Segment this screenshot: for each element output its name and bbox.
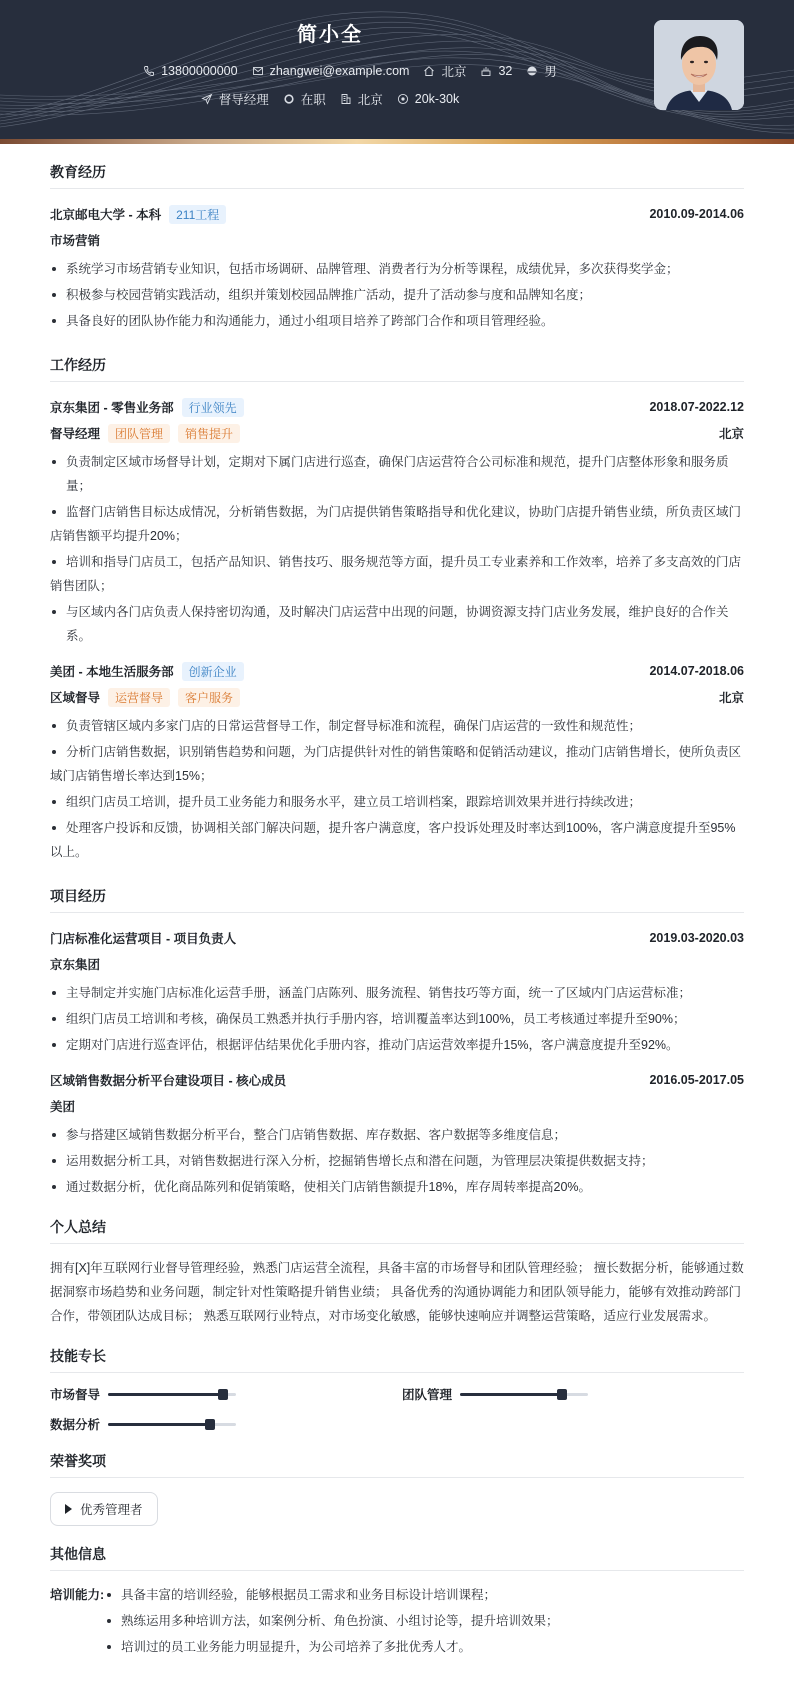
company-tag: 行业领先 [182, 398, 244, 417]
skill-level-knob [218, 1389, 228, 1400]
bullet-item: 具备丰富的培训经验，能够根据员工需求和业务目标设计培训课程； [105, 1583, 559, 1607]
mail-icon [252, 65, 264, 77]
company-tag: 创新企业 [182, 662, 244, 681]
other-info-section [50, 1544, 744, 1661]
resume-header [0, 0, 794, 139]
bullet-item: 积极参与校园营销实践活动，组织并策划校园品牌推广活动，提升了活动参与度和品牌知名度； [50, 283, 744, 307]
other-info-item [50, 1583, 744, 1661]
city-info [423, 62, 466, 80]
gender-text: 男 [544, 65, 557, 79]
project-period: 2019.03-2020.03 [649, 931, 744, 945]
skill-level-fill [108, 1423, 210, 1426]
candidate-name: 简小全 [297, 24, 363, 46]
project-name: 区域销售数据分析平台建设项目 - 核心成员 [50, 1074, 287, 1088]
skill-item [50, 1385, 402, 1403]
company-name: 京东集团 - 零售业务部 [50, 401, 174, 415]
major: 市场营销 [50, 234, 101, 248]
work-entry [50, 658, 744, 864]
skill-level-knob [205, 1419, 215, 1430]
target-position-info [201, 90, 269, 108]
role-tag: 销售提升 [178, 424, 240, 443]
summary-section [50, 1217, 744, 1328]
education-entry [50, 201, 744, 333]
job-status-info [283, 90, 326, 108]
age-text: 32 [498, 64, 513, 78]
profile-photo [654, 20, 744, 110]
email-info [252, 64, 410, 78]
skill-item [402, 1385, 754, 1403]
education-section [50, 162, 744, 333]
work-period: 2014.07-2018.06 [649, 664, 744, 678]
bullet-item: 主导制定并实施门店标准化运营手册，涵盖门店陈列、服务流程、销售技巧等方面，统一了区域内门店运营标准； [50, 981, 744, 1005]
email-address: zhangwei@example.com [269, 64, 410, 78]
bullet-item: 运用数据分析工具，对销售数据进行深入分析，挖掘销售增长点和潜在问题，为管理层决策提供数据支持； [50, 1149, 744, 1173]
resume-body [0, 162, 794, 1681]
home-icon [423, 65, 435, 77]
section-title: 工作经历 [50, 355, 744, 382]
bullet-item: 通过数据分析，优化商品陈列和促销策略，使相关门店销售额提升18%，库存周转率提高20%。 [50, 1175, 744, 1199]
work-entry [50, 394, 744, 648]
bullet-item: 处理客户投诉和反馈，协调相关部门解决问题，提升客户满意度，客户投诉处理及时率达到100%，客户满意度提升至95%以上。 [50, 816, 744, 864]
target-city-text: 北京 [357, 93, 383, 107]
skill-level-fill [108, 1393, 223, 1396]
work-section [50, 355, 744, 864]
salary-text: 20k-30k [414, 92, 460, 106]
salary-icon [397, 93, 409, 105]
bullet-item: 监督门店销售目标达成情况，分析销售数据，为门店提供销售策略指导和优化建议，协助门店提升销售业绩，所负责区域门店销售额平均提升20%； [50, 500, 744, 548]
skill-level-bar [460, 1393, 588, 1396]
status-icon [283, 93, 295, 105]
triangle-right-icon [65, 1504, 72, 1514]
target-position-text: 督导经理 [218, 93, 269, 107]
phone-info [143, 64, 237, 78]
gender-icon [526, 65, 538, 77]
work-period: 2018.07-2022.12 [649, 400, 744, 414]
salary-info [397, 92, 459, 106]
section-title: 荣誉奖项 [50, 1451, 744, 1478]
project-org: 美团 [50, 1100, 76, 1114]
section-title: 技能专长 [50, 1346, 744, 1373]
section-title: 项目经历 [50, 886, 744, 913]
age-info [480, 64, 512, 78]
role-tag: 客户服务 [178, 688, 240, 707]
section-title: 其他信息 [50, 1544, 744, 1571]
school-name: 北京邮电大学 - 本科 [50, 208, 162, 222]
skill-level-bar [108, 1423, 236, 1426]
bullet-item: 定期对门店进行巡查评估，根据评估结果优化手册内容，推动门店运营效率提升15%，客户满意度提升至92%。 [50, 1033, 744, 1057]
gender-info [526, 62, 557, 80]
skill-name: 团队管理 [402, 1388, 453, 1402]
bullet-item: 具备良好的团队协作能力和沟通能力，通过小组项目培养了跨部门合作和项目管理经验。 [50, 309, 744, 333]
building-icon [340, 93, 352, 105]
bullet-item: 熟练运用多种培训方法，如案例分析、角色扮演、小组讨论等，提升培训效果； [105, 1609, 559, 1633]
work-location: 北京 [718, 691, 744, 705]
contact-info-row [0, 62, 660, 80]
job-status-text: 在职 [300, 93, 326, 107]
bullet-item: 组织门店员工培训，提升员工业务能力和服务水平，建立员工培训档案，跟踪培训效果并进行持续改进； [50, 790, 744, 814]
projects-section [50, 886, 744, 1199]
company-name: 美团 - 本地生活服务部 [50, 665, 174, 679]
phone-number: 13800000000 [161, 64, 238, 78]
education-period: 2010.09-2014.06 [649, 207, 744, 221]
send-icon [201, 93, 213, 105]
skill-item [50, 1415, 402, 1433]
summary-text: 拥有[X]年互联网行业督导管理经验，熟悉门店运营全流程，具备丰富的市场督导和团队管理经验； 擅长数据分析，能够通过数据洞察市场趋势和业务问题，制定针对性策略提升销售业绩； 具备优秀的沟通协调能力和团队领导能力，能够有效推动跨部门合作，带领团队达成目标； 熟悉互联网行业特点，对市场变化敏感，能够快速响应并调整运营策略，适应行业发展需求。 [50, 1261, 744, 1323]
bullet-item: 分析门店销售数据，识别销售趋势和问题，为门店提供针对性的销售策略和促销活动建议，推动门店销售增长，使所负责区域门店销售增长率达到15%； [50, 740, 744, 788]
bullet-item: 负责制定区域市场督导计划，定期对下属门店进行巡查，确保门店运营符合公司标准和规范，提升门店整体形象和服务质量； [50, 450, 744, 498]
skill-name: 市场督导 [50, 1388, 101, 1402]
project-entry [50, 1067, 744, 1199]
bullet-item: 培训过的员工业务能力明显提升，为公司培养了多批优秀人才。 [105, 1635, 559, 1659]
job-role: 督导经理 [50, 427, 101, 441]
bullet-item: 培训和指导门店员工，包括产品知识、销售技巧、服务规范等方面，提升员工专业素养和工作效率，培养了多支高效的门店销售团队； [50, 550, 744, 598]
project-name: 门店标准化运营项目 - 项目负责人 [50, 932, 237, 946]
skills-section [50, 1346, 744, 1433]
role-tag: 团队管理 [108, 424, 170, 443]
project-period: 2016.05-2017.05 [649, 1073, 744, 1087]
bullet-item: 系统学习市场营销专业知识，包括市场调研、品牌管理、消费者行为分析等课程，成绩优异，多次获得奖学金； [50, 257, 744, 281]
skill-name: 数据分析 [50, 1418, 101, 1432]
award-name: 优秀管理者 [80, 1503, 143, 1517]
role-tag: 运营督导 [108, 688, 170, 707]
other-info-label: 培训能力: [50, 1588, 105, 1602]
age-icon [480, 65, 492, 77]
skill-level-knob [557, 1389, 567, 1400]
work-location: 北京 [718, 427, 744, 441]
bullet-item: 负责管辖区域内多家门店的日常运营督导工作，制定督导标准和流程，确保门店运营的一致性和规范性； [50, 714, 744, 738]
project-org: 京东集团 [50, 958, 101, 972]
awards-section [50, 1451, 744, 1526]
bullet-item: 参与搭建区域销售数据分析平台，整合门店销售数据、库存数据、客户数据等多维度信息； [50, 1123, 744, 1147]
skill-level-fill [460, 1393, 562, 1396]
section-title: 个人总结 [50, 1217, 744, 1244]
bullet-item: 组织门店员工培训和考核，确保员工熟悉并执行手册内容，培训覆盖率达到100%，员工考核通过率提升至90%； [50, 1007, 744, 1031]
project-entry [50, 925, 744, 1057]
bullet-item: 与区域内各门店负责人保持密切沟通，及时解决门店运营中出现的问题，协调资源支持门店业务发展，维护良好的合作关系。 [50, 600, 744, 648]
skill-level-bar [108, 1393, 236, 1396]
school-tag: 211工程 [169, 205, 226, 224]
phone-icon [143, 65, 155, 77]
award-badge [50, 1492, 158, 1526]
job-intent-row [0, 90, 660, 108]
section-title: 教育经历 [50, 162, 744, 189]
header-accent-bar [0, 139, 794, 144]
city-text: 北京 [441, 65, 467, 79]
job-role: 区域督导 [50, 691, 101, 705]
avatar-portrait [654, 20, 744, 110]
target-city-info [340, 90, 383, 108]
